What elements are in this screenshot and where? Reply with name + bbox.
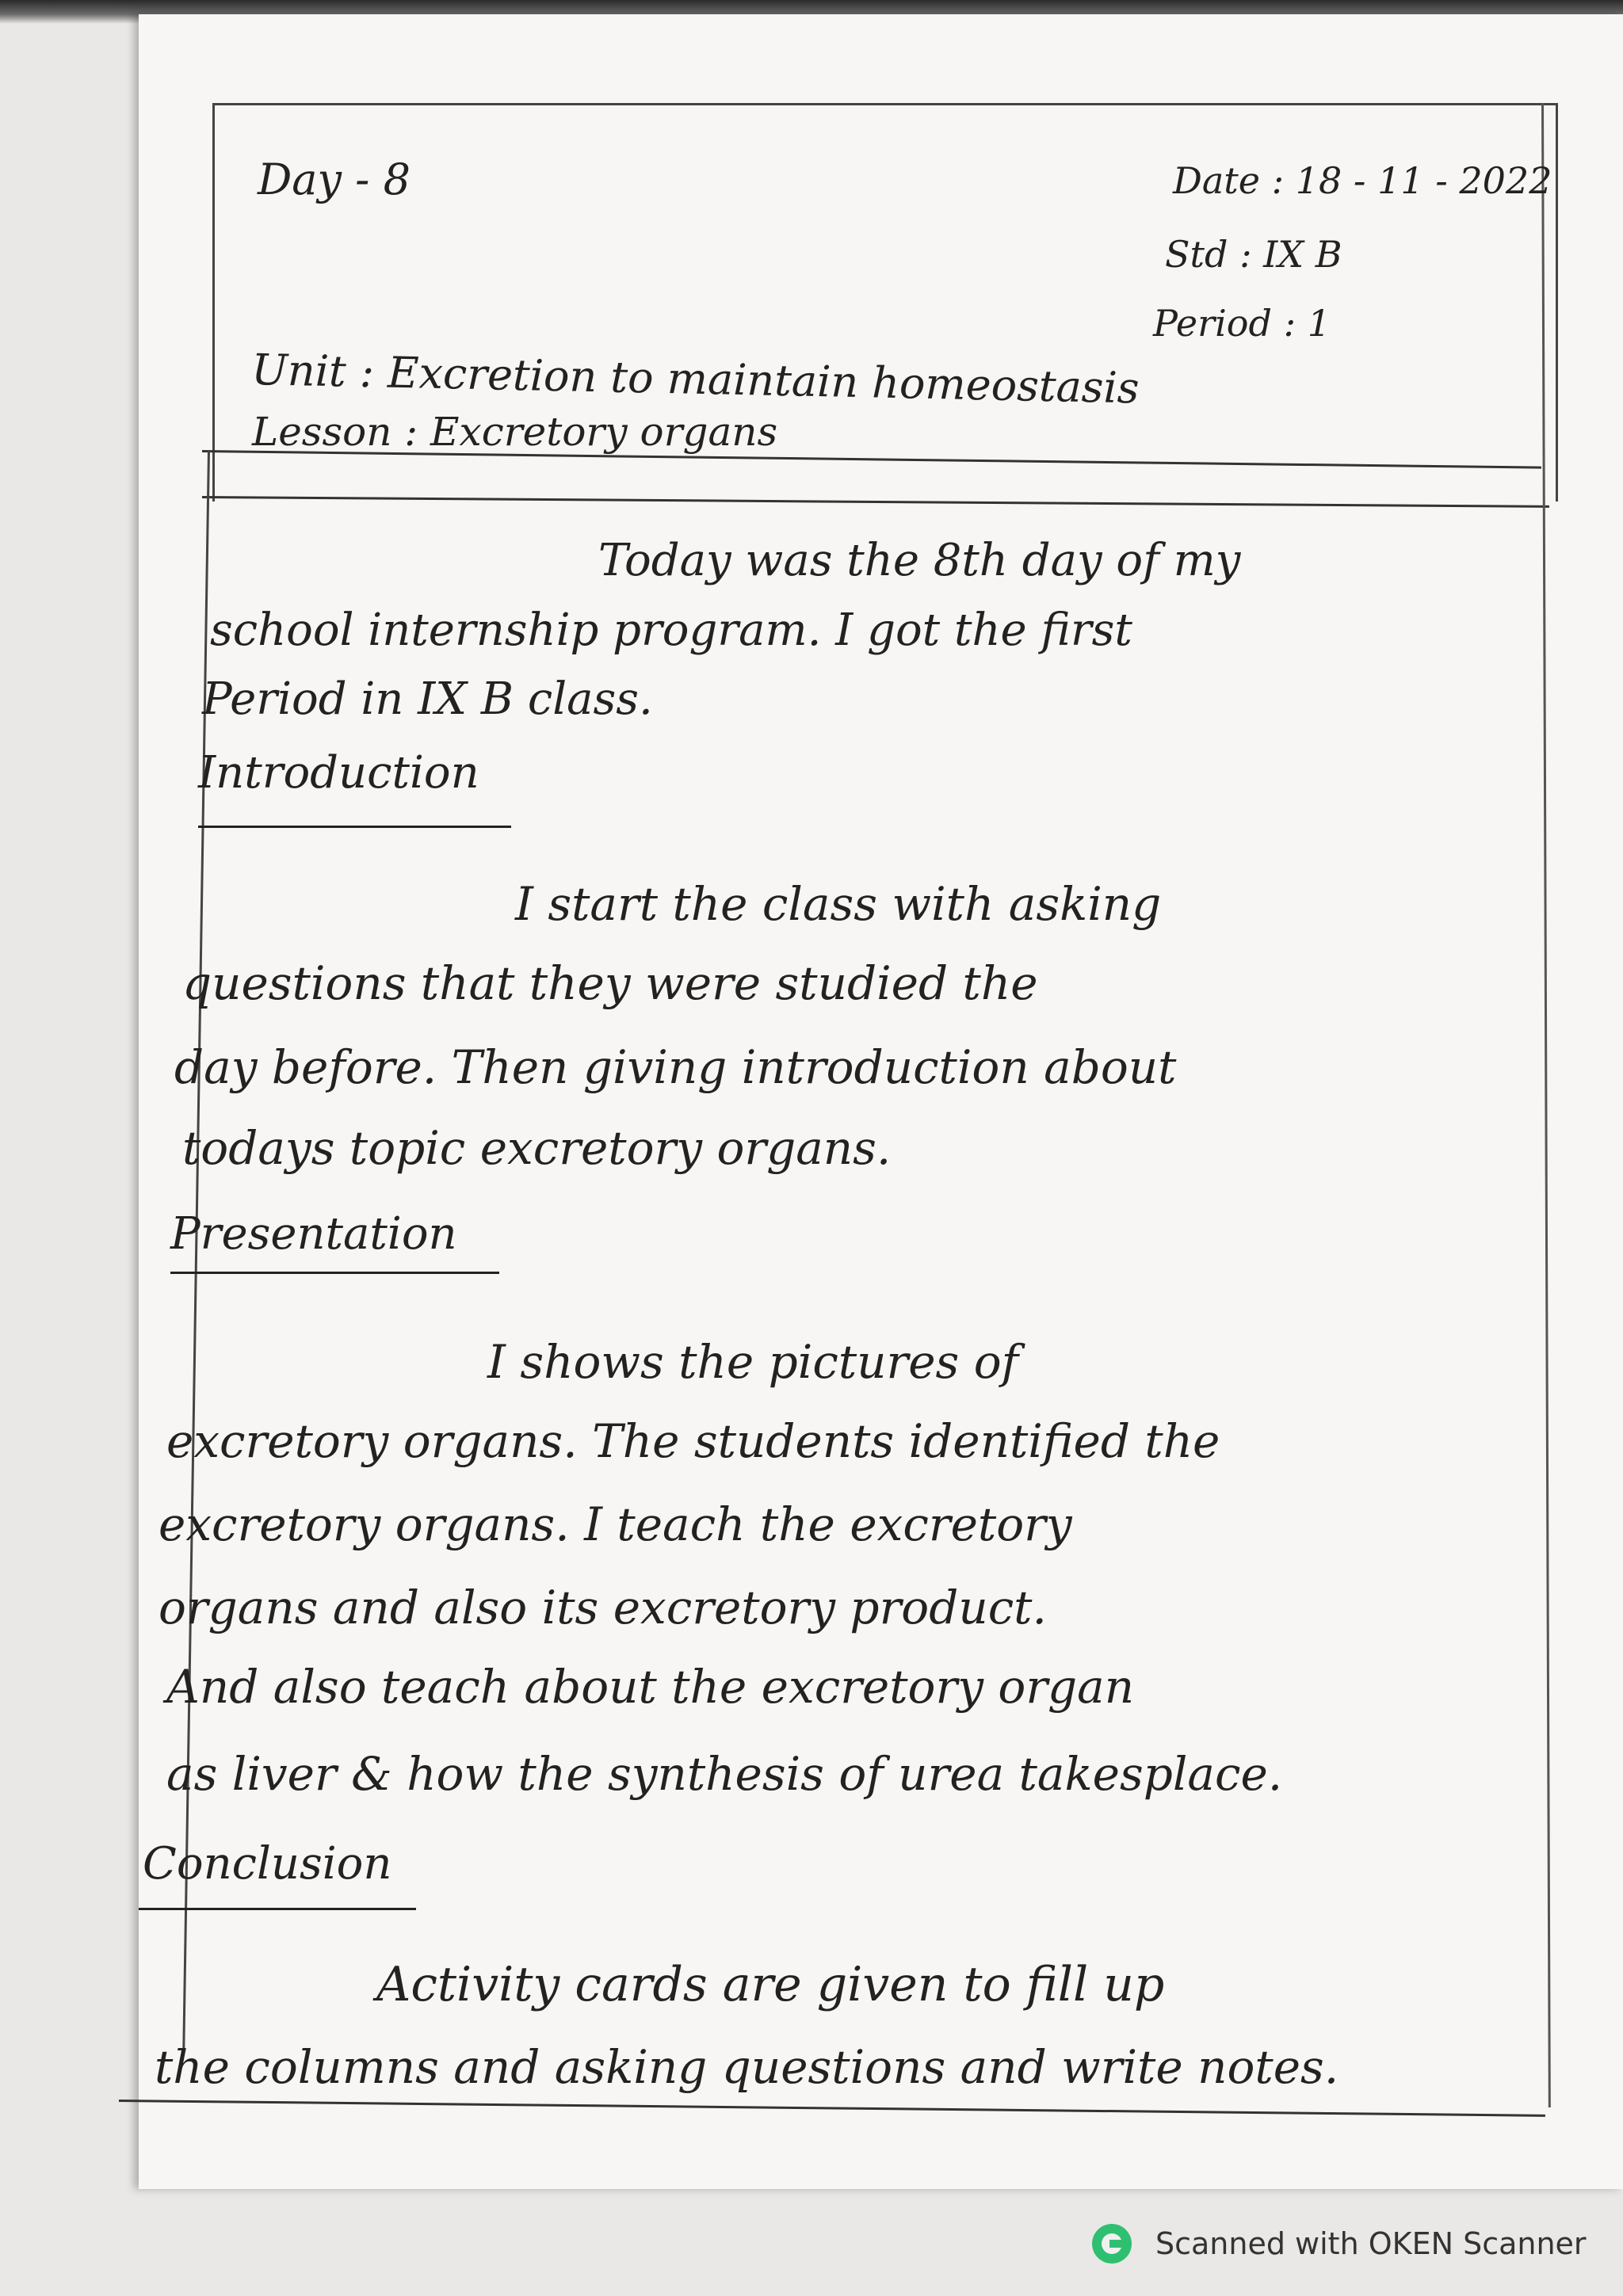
conclusion-underline bbox=[139, 1908, 416, 1910]
introduction-underline bbox=[198, 826, 511, 828]
presentation-underline bbox=[170, 1272, 499, 1274]
scanner-watermark bbox=[1092, 2220, 1587, 2267]
presentation-line-5: And also teach about the excretory organ bbox=[166, 1660, 1135, 1714]
unit-label: Unit : Excretion to maintain homeostasis bbox=[250, 345, 1140, 414]
intro-line-1: Today was the 8th day of my bbox=[598, 535, 1241, 586]
day-label: Day - 8 bbox=[258, 154, 411, 204]
presentation-line-1: I shows the pictures of bbox=[487, 1335, 1019, 1389]
presentation-line-6: as liver & how the synthesis of urea takesplace. bbox=[166, 1747, 1283, 1801]
introduction-line-4: todays topic excretory organs. bbox=[182, 1121, 892, 1175]
introduction-line-2: questions that they were studied the bbox=[182, 956, 1038, 1010]
intro-line-2: school internship program. I got the first bbox=[210, 605, 1132, 656]
presentation-line-3: excretory organs. I teach the excretory bbox=[158, 1497, 1072, 1551]
date-label: Date : 18 - 11 - 2022 bbox=[1173, 159, 1552, 202]
std-label: Std : IX B bbox=[1165, 233, 1342, 276]
introduction-heading: Introduction bbox=[198, 747, 479, 799]
presentation-line-4: organs and also its excretory product. bbox=[158, 1581, 1047, 1634]
intro-line-3: Period in IX B class. bbox=[202, 673, 653, 725]
scanner-text: Scanned with OKEN Scanner bbox=[1155, 2226, 1587, 2261]
introduction-line-1: I start the class with asking bbox=[515, 877, 1162, 931]
period-label: Period : 1 bbox=[1153, 302, 1331, 345]
conclusion-line-2: the columns and asking questions and write notes. bbox=[155, 2040, 1339, 2094]
conclusion-line-1: Activity cards are given to fill up bbox=[376, 1957, 1165, 2012]
lesson-label: Lesson : Excretory organs bbox=[252, 409, 778, 455]
oken-scanner-logo-icon bbox=[1092, 2224, 1132, 2264]
conclusion-heading: Conclusion bbox=[143, 1838, 392, 1890]
introduction-line-3: day before. Then giving introduction about bbox=[174, 1040, 1177, 1094]
presentation-line-2: excretory organs. The students identified the bbox=[166, 1414, 1220, 1468]
presentation-heading: Presentation bbox=[170, 1208, 457, 1260]
